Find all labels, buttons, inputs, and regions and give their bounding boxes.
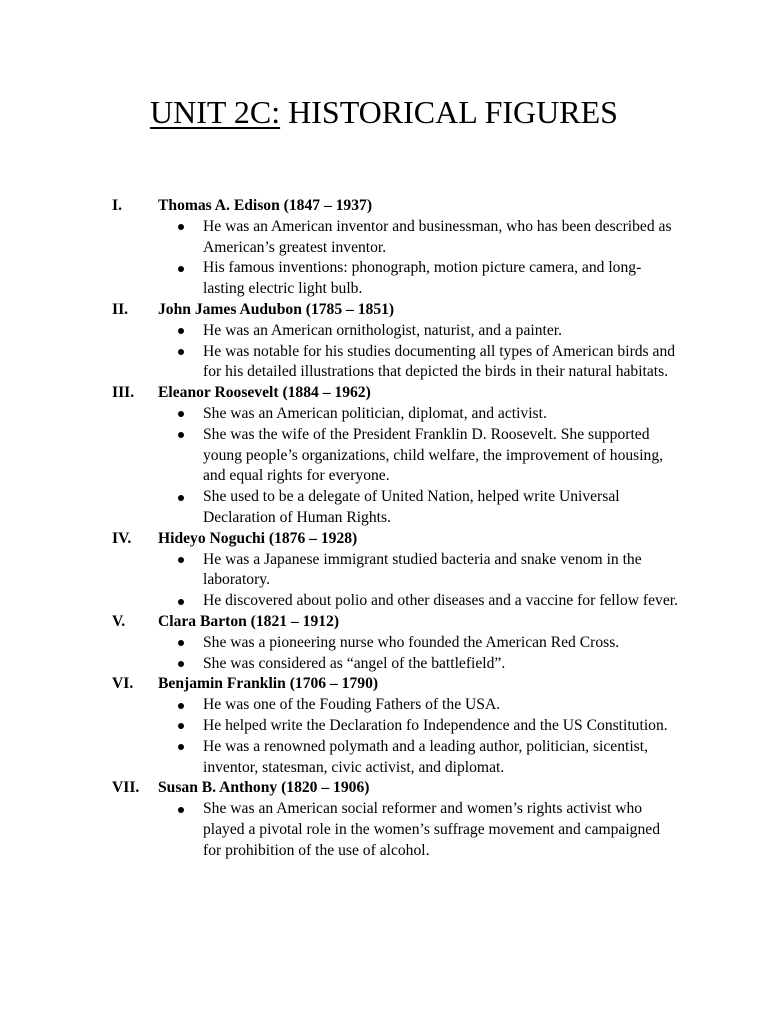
- section-numeral: I.: [112, 197, 122, 214]
- bullet-text: She was considered as “angel of the battlefield”.: [203, 654, 506, 672]
- bullet-dot-icon: [178, 703, 184, 709]
- section-heading: Hideyo Noguchi (1876 – 1928): [158, 529, 358, 547]
- section-numeral: IV.: [112, 529, 132, 547]
- bullet-item: [0, 425, 680, 487]
- bullet-item: [0, 342, 680, 384]
- section-heading-row: [0, 612, 768, 633]
- section-heading-row: [0, 778, 768, 799]
- section-heading-row: [0, 383, 768, 404]
- page-title: [0, 90, 768, 134]
- bullet-item: [0, 633, 680, 654]
- bullet-text: He was one of the Fouding Fathers of the USA.: [203, 696, 501, 714]
- section-heading: Eleanor Roosevelt (1884 – 1962): [158, 384, 371, 402]
- section-numeral: III.: [112, 384, 135, 402]
- bullet-text: He discovered about polio and other diseases and a vaccine for fellow fever.: [203, 592, 678, 610]
- bullet-text: He was an American ornithologist, naturist, and a painter.: [203, 321, 562, 339]
- bullet-item: [0, 695, 680, 716]
- bullet-dot-icon: [178, 807, 184, 813]
- title-unit-label: UNIT 2C:: [150, 94, 281, 130]
- section-numeral: VI.: [112, 675, 134, 693]
- section-numeral: VII.: [112, 779, 140, 797]
- bullet-item: [0, 487, 680, 529]
- bullet-dot-icon: [178, 640, 184, 646]
- bullet-text: She was a pioneering nurse who founded the American Red Cross.: [203, 633, 620, 651]
- figure-section-7: [0, 778, 768, 861]
- section-numeral: II.: [112, 300, 129, 318]
- section-heading: John James Audubon (1785 – 1851): [158, 300, 395, 318]
- bullet-text: She was the wife of the President Franklin D. Roosevelt. She supported young people’s organizations, child welfare, the improvement of housing, and equal rights for everyone.: [203, 425, 664, 485]
- bullet-text: He was notable for his studies documenting all types of American birds and for his detailed illustrations that depicted the birds in their natural habitats.: [203, 342, 676, 381]
- bullet-dot-icon: [178, 432, 184, 438]
- figure-section-6: [0, 674, 768, 778]
- section-heading-row: [0, 300, 768, 321]
- bullet-dot-icon: [178, 411, 184, 417]
- title-text: HISTORICAL FIGURES: [280, 94, 618, 130]
- bullet-list: [0, 321, 768, 383]
- bullet-list: [0, 217, 768, 300]
- bullet-dot-icon: [178, 557, 184, 563]
- bullet-item: [0, 716, 680, 737]
- bullet-item: [0, 321, 680, 342]
- bullet-text: She was an American social reformer and women’s rights activist who played a pivotal role in the women’s suffrage movement and campaigned for prohibition of the use of alcohol.: [203, 800, 660, 859]
- bullet-dot-icon: [178, 723, 184, 729]
- bullet-list: [0, 633, 768, 675]
- bullet-dot-icon: [178, 661, 184, 667]
- bullet-item: [0, 550, 680, 592]
- figure-section-2: [0, 300, 768, 383]
- bullet-item: [0, 217, 680, 259]
- figure-section-4: [0, 529, 768, 612]
- section-heading-row: [0, 529, 768, 550]
- figure-section-1: [0, 196, 768, 300]
- bullet-text: He helped write the Declaration fo Independence and the US Constitution.: [203, 716, 668, 734]
- bullet-list: [0, 799, 768, 861]
- bullet-item: [0, 799, 680, 861]
- bullet-list: [0, 550, 768, 612]
- bullet-item: [0, 591, 680, 612]
- bullet-item: [0, 654, 680, 675]
- bullet-dot-icon: [178, 328, 184, 334]
- bullet-dot-icon: [178, 744, 184, 750]
- section-heading: Susan B. Anthony (1820 – 1906): [158, 779, 370, 797]
- bullet-text: His famous inventions: phonograph, motion picture camera, and long-lasting electric light bulb.: [203, 259, 642, 298]
- bullet-item: [0, 404, 680, 425]
- section-heading-row: [0, 674, 768, 695]
- figures-outline: [0, 196, 768, 862]
- figure-section-5: [0, 612, 768, 674]
- bullet-list: [0, 404, 768, 529]
- bullet-dot-icon: [178, 266, 184, 272]
- bullet-list: [0, 695, 768, 778]
- bullet-text: She used to be a delegate of United Nation, helped write Universal Declaration of Human Rights.: [203, 488, 620, 526]
- bullet-item: [0, 258, 680, 300]
- bullet-dot-icon: [178, 495, 184, 501]
- section-numeral: V.: [112, 612, 126, 630]
- bullet-dot-icon: [178, 599, 184, 605]
- section-heading: Clara Barton (1821 – 1912): [158, 612, 340, 630]
- section-heading: Thomas A. Edison (1847 – 1937): [158, 197, 373, 214]
- bullet-dot-icon: [178, 224, 184, 230]
- section-heading-row: [0, 196, 768, 217]
- figure-section-3: [0, 383, 768, 529]
- bullet-text: He was a renowned polymath and a leading author, politician, sicentist, inventor, statesman, civic activist, and diplomat.: [203, 737, 648, 776]
- bullet-item: [0, 737, 680, 779]
- bullet-text: He was an American inventor and businessman, who has been described as American’s greatest inventor.: [203, 217, 672, 256]
- bullet-text: She was an American politician, diplomat, and activist.: [203, 404, 547, 422]
- bullet-text: He was a Japanese immigrant studied bacteria and snake venom in the laboratory.: [203, 550, 642, 589]
- section-heading: Benjamin Franklin (1706 – 1790): [158, 675, 379, 693]
- bullet-dot-icon: [178, 349, 184, 355]
